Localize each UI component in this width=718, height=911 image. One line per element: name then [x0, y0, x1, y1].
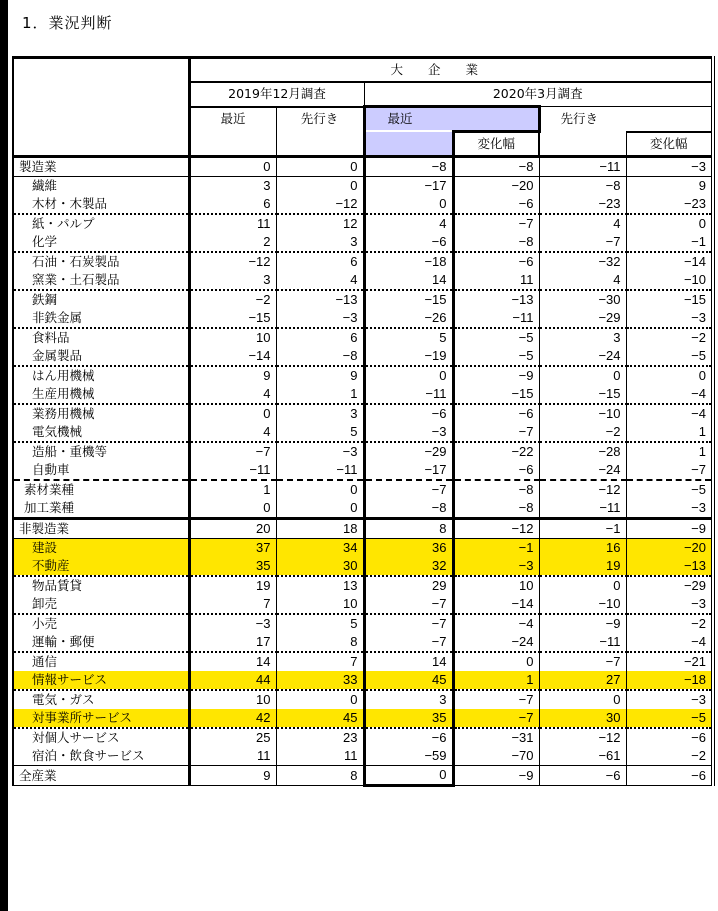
curr-forecast-change-value: −20 [626, 539, 713, 558]
row-label: 電気・ガス [13, 690, 189, 709]
curr-forecast-value: −23 [539, 195, 626, 214]
curr-recent-change-value: −9 [453, 366, 539, 385]
table-row [13, 728, 713, 747]
curr-forecast-change-value: −13 [626, 557, 713, 576]
prev-recent-value: −11 [189, 461, 276, 480]
row-label: 鉄鋼 [13, 290, 189, 309]
prev-forecast-value: 6 [276, 252, 364, 271]
curr-recent-change-value: −1 [453, 539, 539, 558]
curr-recent-change-value: 11 [453, 271, 539, 290]
prev-recent-value: 17 [189, 633, 276, 652]
curr-forecast-change-value: −21 [626, 652, 713, 671]
curr-forecast-change-value: −23 [626, 195, 713, 214]
prev-forecast-value: 23 [276, 728, 364, 747]
curr-forecast-change-value: −4 [626, 633, 713, 652]
table-row [13, 214, 713, 233]
curr-recent-value: −29 [364, 442, 453, 461]
table-row [13, 309, 713, 328]
row-label: 業務用機械 [13, 404, 189, 423]
curr-recent-value: −15 [364, 290, 453, 309]
curr-recent-header: 最近 [364, 107, 539, 132]
table-row [13, 195, 713, 214]
row-label: 通信 [13, 652, 189, 671]
prev-forecast-value: 3 [276, 404, 364, 423]
row-label: 食料品 [13, 328, 189, 347]
curr-forecast-change-value: −2 [626, 747, 713, 766]
curr-recent-change-value: −8 [453, 233, 539, 252]
row-label: 素材業種 [13, 480, 189, 499]
curr-forecast-change-value: 9 [626, 177, 713, 196]
curr-forecast-value: −32 [539, 252, 626, 271]
prev-forecast-value: 0 [276, 480, 364, 499]
curr-forecast-value: −12 [539, 480, 626, 499]
row-label: 製造業 [13, 157, 189, 177]
table-row [13, 233, 713, 252]
curr-recent-value: 14 [364, 271, 453, 290]
table-row [13, 385, 713, 404]
curr-recent-value: −7 [364, 595, 453, 614]
table-row [13, 709, 713, 728]
prev-recent-value: 4 [189, 385, 276, 404]
curr-forecast-value: 4 [539, 271, 626, 290]
curr-recent-value: 35 [364, 709, 453, 728]
curr-recent-value: −6 [364, 404, 453, 423]
curr-recent-change-value: −6 [453, 461, 539, 480]
prev-recent-value: 14 [189, 652, 276, 671]
curr-recent-change-value: −9 [453, 766, 539, 786]
curr-forecast-change-value: −15 [626, 290, 713, 309]
curr-forecast-value: −2 [539, 423, 626, 442]
curr-recent-value: −6 [364, 233, 453, 252]
prev-forecast-value: −13 [276, 290, 364, 309]
prev-forecast-value: 34 [276, 539, 364, 558]
prev-forecast-value: 0 [276, 499, 364, 519]
curr-recent-change-value: −6 [453, 252, 539, 271]
curr-recent-change-value: −3 [453, 557, 539, 576]
row-label: 木材・木製品 [13, 195, 189, 214]
prev-recent-value: 37 [189, 539, 276, 558]
curr-forecast-change-value: −3 [626, 690, 713, 709]
curr-recent-value: 4 [364, 214, 453, 233]
curr-forecast-value: −7 [539, 233, 626, 252]
prev-recent-header: 最近 [189, 107, 276, 157]
prev-recent-value: 20 [189, 519, 276, 539]
curr-forecast-change-value: 1 [626, 442, 713, 461]
row-label: 造船・重機等 [13, 442, 189, 461]
prev-forecast-value: 0 [276, 177, 364, 196]
curr-recent-change-value: −8 [453, 157, 539, 177]
curr-forecast-change-value: 0 [626, 214, 713, 233]
curr-forecast-value: −30 [539, 290, 626, 309]
prev-recent-value: −2 [189, 290, 276, 309]
curr-forecast-value: −28 [539, 442, 626, 461]
curr-forecast-value: −61 [539, 747, 626, 766]
curr-forecast-change-value: −6 [626, 728, 713, 747]
table-row [13, 461, 713, 480]
prev-forecast-value: 0 [276, 690, 364, 709]
curr-recent-blank [364, 132, 453, 157]
curr-recent-value: 0 [364, 195, 453, 214]
curr-forecast-change-value: −4 [626, 404, 713, 423]
prev-forecast-value: 1 [276, 385, 364, 404]
curr-forecast-value: −12 [539, 728, 626, 747]
curr-forecast-value: −24 [539, 347, 626, 366]
prev-forecast-value: 30 [276, 557, 364, 576]
curr-forecast-change-value: −14 [626, 252, 713, 271]
curr-recent-value: 32 [364, 557, 453, 576]
prev-recent-value: 10 [189, 690, 276, 709]
curr-recent-change-value: 10 [453, 576, 539, 595]
prev-forecast-value: −3 [276, 442, 364, 461]
prev-forecast-value: −3 [276, 309, 364, 328]
table-body [13, 157, 713, 786]
prev-recent-value: 0 [189, 499, 276, 519]
curr-forecast-value: 19 [539, 557, 626, 576]
row-label: 紙・パルプ [13, 214, 189, 233]
curr-recent-change-value: −7 [453, 709, 539, 728]
curr-forecast-blank [539, 132, 626, 157]
curr-forecast-header: 先行き [539, 107, 713, 132]
prev-recent-value: 3 [189, 177, 276, 196]
curr-forecast-change-header: 変化幅 [626, 132, 713, 157]
table-row [13, 747, 713, 766]
prev-forecast-value: 5 [276, 423, 364, 442]
prev-forecast-value: 4 [276, 271, 364, 290]
curr-forecast-value: 4 [539, 214, 626, 233]
prev-recent-value: 9 [189, 766, 276, 786]
curr-recent-value: −7 [364, 614, 453, 633]
prev-forecast-value: 9 [276, 366, 364, 385]
curr-recent-change-value: −15 [453, 385, 539, 404]
curr-forecast-change-value: −9 [626, 519, 713, 539]
curr-recent-value: 36 [364, 539, 453, 558]
curr-forecast-change-value: −1 [626, 233, 713, 252]
prev-forecast-value: 3 [276, 233, 364, 252]
curr-forecast-change-value: −10 [626, 271, 713, 290]
prev-recent-value: 6 [189, 195, 276, 214]
row-label: 対事業所サービス [13, 709, 189, 728]
curr-recent-value: 5 [364, 328, 453, 347]
curr-forecast-change-value: −2 [626, 328, 713, 347]
left-edge-bar [0, 0, 8, 911]
row-label: 繊維 [13, 177, 189, 196]
prev-recent-value: −7 [189, 442, 276, 461]
curr-recent-value: 0 [364, 766, 453, 786]
prev-forecast-value: 18 [276, 519, 364, 539]
curr-forecast-value: −1 [539, 519, 626, 539]
curr-forecast-change-value: −29 [626, 576, 713, 595]
curr-recent-value: 0 [364, 366, 453, 385]
table-row [13, 576, 713, 595]
row-label: 物品賃貸 [13, 576, 189, 595]
prev-forecast-value: 11 [276, 747, 364, 766]
curr-recent-change-value: −12 [453, 519, 539, 539]
curr-forecast-value: −10 [539, 595, 626, 614]
curr-recent-value: 14 [364, 652, 453, 671]
prev-forecast-value: 0 [276, 157, 364, 177]
prev-recent-value: 11 [189, 214, 276, 233]
table-row [13, 766, 713, 786]
curr-forecast-value: 0 [539, 366, 626, 385]
row-label: 不動産 [13, 557, 189, 576]
row-label: 小売 [13, 614, 189, 633]
row-label: 金属製品 [13, 347, 189, 366]
table-row [13, 519, 713, 539]
prev-recent-value: 4 [189, 423, 276, 442]
curr-recent-value: −7 [364, 633, 453, 652]
curr-forecast-value: −29 [539, 309, 626, 328]
prev-recent-value: 25 [189, 728, 276, 747]
curr-recent-change-value: −7 [453, 690, 539, 709]
curr-forecast-value: 3 [539, 328, 626, 347]
table-row [13, 539, 713, 558]
curr-forecast-value: −11 [539, 157, 626, 177]
curr-recent-change-value: −22 [453, 442, 539, 461]
row-label: 運輸・郵便 [13, 633, 189, 652]
curr-recent-change-value: −20 [453, 177, 539, 196]
row-label: 非鉄金属 [13, 309, 189, 328]
group-header: 大 企 業 [189, 58, 713, 83]
prev-recent-value: −12 [189, 252, 276, 271]
curr-recent-change-value: −31 [453, 728, 539, 747]
curr-forecast-change-value: −7 [626, 461, 713, 480]
curr-forecast-change-value: −3 [626, 157, 713, 177]
curr-recent-value: −8 [364, 499, 453, 519]
curr-recent-value: 45 [364, 671, 453, 690]
curr-forecast-change-value: −3 [626, 499, 713, 519]
table-row [13, 442, 713, 461]
curr-forecast-value: 30 [539, 709, 626, 728]
prev-forecast-value: −12 [276, 195, 364, 214]
curr-forecast-value: −15 [539, 385, 626, 404]
table-row [13, 404, 713, 423]
curr-forecast-change-value: −5 [626, 480, 713, 499]
table-row [13, 347, 713, 366]
curr-recent-change-value: −13 [453, 290, 539, 309]
prev-recent-value: 1 [189, 480, 276, 499]
curr-forecast-change-value: −3 [626, 309, 713, 328]
curr-forecast-value: −11 [539, 633, 626, 652]
row-label: 化学 [13, 233, 189, 252]
prev-recent-value: 11 [189, 747, 276, 766]
curr-recent-value: −19 [364, 347, 453, 366]
curr-recent-value: −3 [364, 423, 453, 442]
curr-forecast-value: −24 [539, 461, 626, 480]
curr-recent-value: −6 [364, 728, 453, 747]
prev-recent-value: 42 [189, 709, 276, 728]
curr-recent-change-value: −11 [453, 309, 539, 328]
curr-recent-value: −8 [364, 157, 453, 177]
table-row [13, 290, 713, 309]
curr-recent-value: −17 [364, 177, 453, 196]
table-row [13, 252, 713, 271]
curr-forecast-value: −9 [539, 614, 626, 633]
curr-recent-value: −26 [364, 309, 453, 328]
table-row [13, 557, 713, 576]
curr-forecast-value: −7 [539, 652, 626, 671]
table-row [13, 271, 713, 290]
curr-recent-change-value: −7 [453, 423, 539, 442]
curr-recent-value: −17 [364, 461, 453, 480]
curr-recent-change-value: −5 [453, 328, 539, 347]
prev-forecast-value: 45 [276, 709, 364, 728]
table-row [13, 157, 713, 177]
prev-recent-value: 35 [189, 557, 276, 576]
curr-forecast-value: 0 [539, 690, 626, 709]
prev-forecast-value: 8 [276, 633, 364, 652]
table-row [13, 499, 713, 519]
row-label: 対個人サービス [13, 728, 189, 747]
table-row [13, 177, 713, 196]
curr-forecast-change-value: −4 [626, 385, 713, 404]
curr-forecast-change-value: 0 [626, 366, 713, 385]
prev-forecast-value: 13 [276, 576, 364, 595]
table-row [13, 652, 713, 671]
prev-recent-value: −3 [189, 614, 276, 633]
curr-forecast-change-value: −5 [626, 347, 713, 366]
prev-forecast-value: 6 [276, 328, 364, 347]
row-label: 電気機械 [13, 423, 189, 442]
prev-recent-value: 2 [189, 233, 276, 252]
prev-recent-value: 9 [189, 366, 276, 385]
row-label: 窯業・土石製品 [13, 271, 189, 290]
prev-forecast-value: 7 [276, 652, 364, 671]
curr-recent-value: 3 [364, 690, 453, 709]
curr-recent-change-value: −14 [453, 595, 539, 614]
prev-recent-value: 0 [189, 404, 276, 423]
curr-recent-change-value: −8 [453, 480, 539, 499]
curr-recent-value: −59 [364, 747, 453, 766]
row-label: 情報サービス [13, 671, 189, 690]
curr-recent-value: 8 [364, 519, 453, 539]
curr-forecast-change-value: 1 [626, 423, 713, 442]
page-title: 1．業況判断 [22, 14, 113, 32]
curr-forecast-value: −8 [539, 177, 626, 196]
curr-forecast-value: −11 [539, 499, 626, 519]
curr-recent-change-value: −7 [453, 214, 539, 233]
prev-recent-value: 3 [189, 271, 276, 290]
prev-forecast-value: 33 [276, 671, 364, 690]
row-label: 建設 [13, 539, 189, 558]
prev-recent-value: 7 [189, 595, 276, 614]
prev-forecast-value: −8 [276, 347, 364, 366]
prev-forecast-value: 5 [276, 614, 364, 633]
curr-forecast-change-value: −18 [626, 671, 713, 690]
row-label: 自動車 [13, 461, 189, 480]
curr-forecast-value: 27 [539, 671, 626, 690]
prev-recent-value: 19 [189, 576, 276, 595]
curr-recent-change-value: −24 [453, 633, 539, 652]
curr-forecast-change-value: −3 [626, 595, 713, 614]
prev-forecast-header: 先行き [276, 107, 364, 157]
prev-forecast-value: 10 [276, 595, 364, 614]
curr-recent-change-value: 1 [453, 671, 539, 690]
survey-prev-header: 2019年12月調査 [189, 82, 364, 107]
prev-forecast-value: 8 [276, 766, 364, 786]
curr-recent-change-value: −8 [453, 499, 539, 519]
row-label: 石油・石炭製品 [13, 252, 189, 271]
curr-recent-change-value: −4 [453, 614, 539, 633]
table-row [13, 595, 713, 614]
curr-recent-change-value: −6 [453, 404, 539, 423]
row-label: 卸売 [13, 595, 189, 614]
prev-forecast-value: −11 [276, 461, 364, 480]
curr-recent-value: −7 [364, 480, 453, 499]
curr-recent-change-value: −5 [453, 347, 539, 366]
prev-recent-value: −15 [189, 309, 276, 328]
curr-recent-change-value: −6 [453, 195, 539, 214]
prev-recent-value: 0 [189, 157, 276, 177]
business-conditions-table [12, 56, 715, 787]
row-label: 宿泊・飲食サービス [13, 747, 189, 766]
prev-recent-value: 44 [189, 671, 276, 690]
survey-curr-header: 2020年3月調査 [364, 82, 713, 107]
prev-recent-value: −14 [189, 347, 276, 366]
curr-forecast-value: −10 [539, 404, 626, 423]
curr-recent-change-value: 0 [453, 652, 539, 671]
curr-recent-value: −11 [364, 385, 453, 404]
row-label: 全産業 [13, 766, 189, 786]
prev-recent-value: 10 [189, 328, 276, 347]
curr-forecast-value: 0 [539, 576, 626, 595]
curr-forecast-change-value: −5 [626, 709, 713, 728]
row-label: 非製造業 [13, 519, 189, 539]
table-row [13, 328, 713, 347]
table-row [13, 614, 713, 633]
table-row [13, 423, 713, 442]
table-row [13, 633, 713, 652]
curr-forecast-value: 16 [539, 539, 626, 558]
prev-forecast-value: 12 [276, 214, 364, 233]
table-row [13, 480, 713, 499]
header-corner [13, 58, 189, 157]
table-row [13, 690, 713, 709]
row-label: 加工業種 [13, 499, 189, 519]
table-row [13, 671, 713, 690]
row-label: はん用機械 [13, 366, 189, 385]
row-label: 生産用機械 [13, 385, 189, 404]
curr-recent-value: −18 [364, 252, 453, 271]
curr-forecast-change-value: −2 [626, 614, 713, 633]
curr-recent-value: 29 [364, 576, 453, 595]
curr-recent-change-header: 変化幅 [453, 132, 539, 157]
curr-recent-change-value: −70 [453, 747, 539, 766]
curr-forecast-value: −6 [539, 766, 626, 786]
curr-forecast-change-value: −6 [626, 766, 713, 786]
table-row [13, 366, 713, 385]
